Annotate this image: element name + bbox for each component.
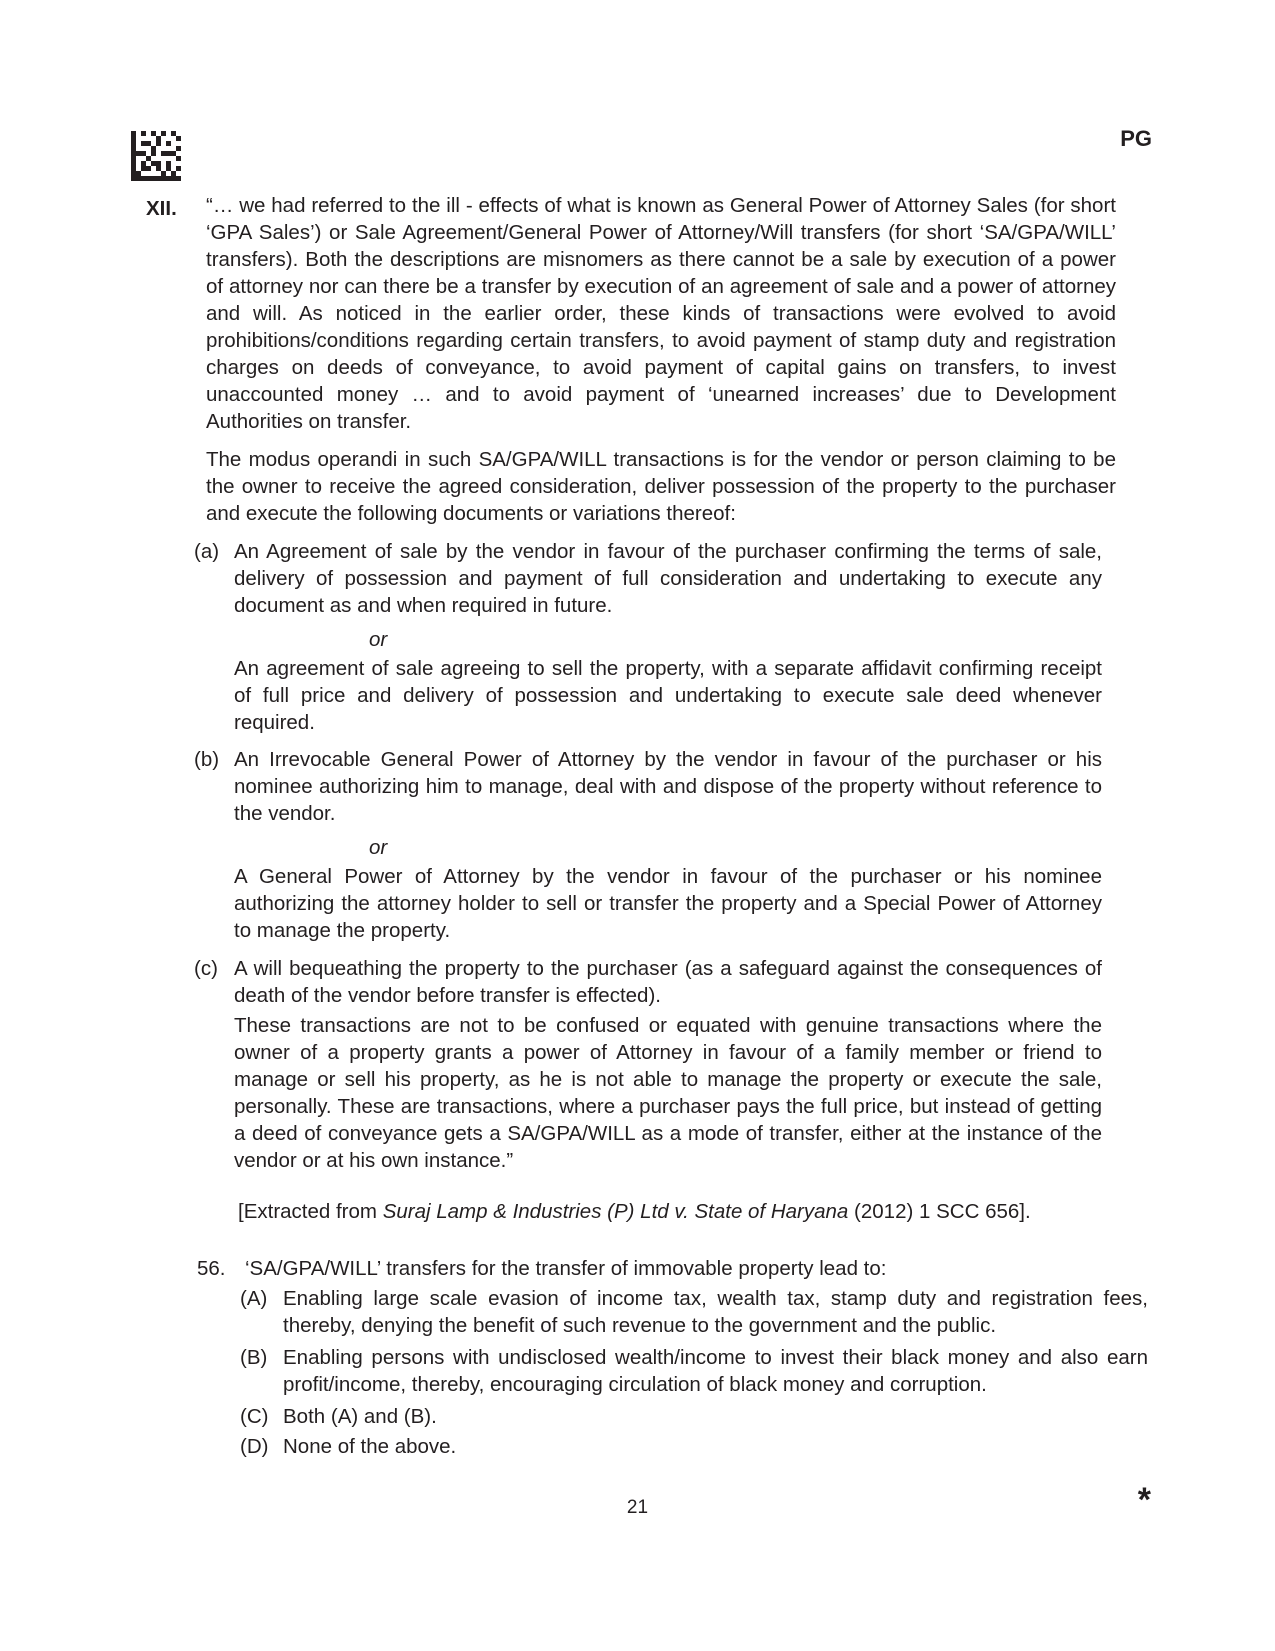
- or-connector-a: or: [369, 628, 388, 651]
- passage-paragraph-1: “… we had referred to the ill - effects of what is known as General Power of Attorney Sales (for short ‘GPA Sales’) or Sale Agreement/General Power of Attorney/Will transfers (for short ‘SA/GPA/WILL’ transfers). Both the descriptions are misnomers as there cannot be a sale by execution of a power of attorney nor can there be a transfer by execution of an agreement of sale and a power of attorney and will. As noticed in the earlier order, these kinds of transactions were evolved to avoid prohibitions/conditions regarding certain transfers, to avoid payment of stamp duty and registration charges on deeds of conveyance, to avoid payment of capital gains on transfers, to invest unaccounted money … and to avoid payment of ‘unearned increases’ due to Development Authorities on transfer.: [206, 194, 1116, 433]
- qr-code-icon: [131, 131, 181, 181]
- page-number: 21: [626, 1497, 649, 1518]
- question-text: ‘SA/GPA/WILL’ transfers for the transfer of immovable property lead to:: [245, 1257, 887, 1280]
- passage-paragraph-2: The modus operandi in such SA/GPA/WILL transactions is for the vendor or person claiming to be the owner to receive the agreed consideration, deliver possession of the property to the purchaser and execute the following documents or variations thereof:: [206, 448, 1116, 525]
- item-b-alternative-text: A General Power of Attorney by the vendor in favour of the purchaser or his nominee authorizing the attorney holder to sell or transfer the property and a Special Power of Attorney to manage the property.: [234, 865, 1102, 942]
- item-c-text: A will bequeathing the property to the purchaser (as a safeguard against the consequences of death of the vendor before transfer is effected).: [234, 957, 1102, 1007]
- option-text-d: None of the above.: [283, 1435, 457, 1458]
- item-b-text: An Irrevocable General Power of Attorney by the vendor in favour of the purchaser or his nominee authorizing him to manage, deal with and dispose of the property without reference to the vendor.: [234, 748, 1102, 825]
- case-citation: [Extracted from Suraj Lamp & Industries (P) Ltd v. State of Haryana (2012) 1 SCC 656].: [238, 1200, 1031, 1223]
- item-label-b: (b): [194, 748, 220, 771]
- option-label-b: (B): [240, 1346, 268, 1369]
- item-label-c: (c): [194, 957, 218, 980]
- or-connector-b: or: [369, 836, 388, 859]
- item-c-explanation: These transactions are not to be confused or equated with genuine transactions where the owner of a property grants a power of Attorney in favour of a family member or friend to manage or sell his property, as he is not able to manage the property or execute the sale, personally. These are transactions, where a purchaser pays the full price, but instead of getting a deed of conveyance gets a SA/GPA/WILL as a mode of transfer, either at the instance of the vendor or at his own instance.”: [234, 1014, 1102, 1172]
- option-label-d: (D): [240, 1435, 269, 1458]
- option-text-c: Both (A) and (B).: [283, 1405, 437, 1428]
- option-text-a: Enabling large scale evasion of income tax, wealth tax, stamp duty and registration fees, thereby, denying the benefit of such revenue to the government and the public.: [283, 1287, 1148, 1337]
- option-label-c: (C): [240, 1405, 269, 1428]
- option-label-a: (A): [240, 1287, 268, 1310]
- question-number: 56.: [197, 1257, 226, 1280]
- case-name: Suraj Lamp & Industries (P) Ltd v. State of Haryana: [382, 1200, 849, 1223]
- section-number: XII.: [146, 197, 177, 220]
- item-label-a: (a): [194, 540, 220, 563]
- item-a-text: An Agreement of sale by the vendor in favour of the purchaser confirming the terms of sale, delivery of possession and payment of full consideration and undertaking to execute any document as and when required in future.: [234, 540, 1102, 617]
- asterisk-mark: *: [1137, 1481, 1151, 1519]
- series-code: PG: [1120, 126, 1152, 151]
- item-a-alternative-text: An agreement of sale agreeing to sell the property, with a separate affidavit confirming receipt of full price and delivery of possession and undertaking to execute sale deed whenever required.: [234, 657, 1102, 734]
- option-text-b: Enabling persons with undisclosed wealth/income to invest their black money and also earn profit/income, thereby, encouraging circulation of black money and corruption.: [283, 1346, 1148, 1396]
